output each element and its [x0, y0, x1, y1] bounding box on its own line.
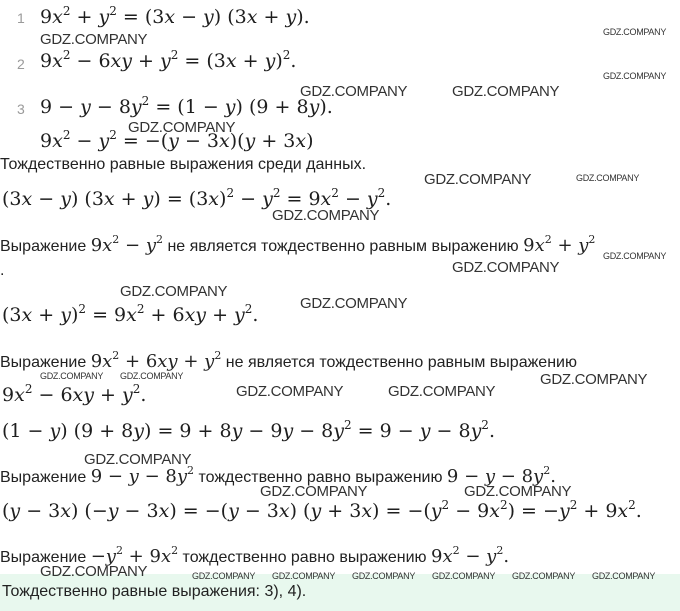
solution-heading: Тождественно равные выражения среди данных.	[0, 156, 367, 173]
watermark: GDZ.COMPANY	[84, 451, 192, 468]
watermark: GDZ.COMPANY	[272, 207, 380, 224]
option-expression: $9x^2 + y^2 = (3x - y) (3x + y)$.	[40, 4, 310, 28]
watermark: GDZ.COMPANY	[236, 383, 344, 400]
option-expression: $9 - y - 8y^2 = (1 - y) (9 + 8y)$.	[40, 94, 333, 118]
option-number: 2	[17, 56, 25, 72]
answer-text: Тождественно равные выражения: 3), 4).	[2, 583, 307, 600]
solution-conclusion-3: Выражение $9 - y - 8y^2$ тождественно равно выражению $9 - y - 8y^2$.	[0, 464, 556, 487]
watermark: GDZ.COMPANY	[260, 483, 368, 500]
option-4-cropped: $9x^2 - y^2 = -(y - 3x)(y + 3x)$	[40, 128, 314, 152]
watermark: GDZ.COMPANY	[603, 27, 667, 37]
watermark: GDZ.COMPANY	[432, 571, 496, 581]
solution-conclusion-4: Выражение $-y^2 + 9x^2$ тождественно равно выражению $9x^2 - y^2$.	[0, 544, 510, 567]
watermark: GDZ.COMPANY	[128, 119, 236, 136]
watermark: GDZ.COMPANY	[603, 71, 667, 81]
solution-line-4: (y − 3x) (−y − 3x) = −(y − 3x) $(y + 3x) = -(y^2 - 9x^2) = -y^2 + 9x^2$.	[2, 498, 642, 522]
option-expression: $9x^2 - 6xy + y^2 = (3x + y)^2$.	[40, 48, 297, 72]
solution-line-3: (1 − y) $(9 + 8y) = 9 + 8y - 9y - 8y^2 = 9 - y - 8y^2$.	[2, 418, 495, 442]
watermark: GDZ.COMPANY	[464, 483, 572, 500]
watermark: GDZ.COMPANY	[40, 31, 148, 48]
solution-line-1: (3x − y) $(3x + y) = (3x)^2 - y^2 = 9x^2 - y^2$.	[2, 186, 392, 210]
watermark: GDZ.COMPANY	[592, 571, 656, 581]
solution-conclusion-2-expr: $9x^2 - 6xy + y^2$.	[2, 382, 147, 406]
watermark: GDZ.COMPANY	[192, 571, 256, 581]
watermark: GDZ.COMPANY	[452, 83, 560, 100]
watermark: GDZ.COMPANY	[40, 563, 148, 580]
watermark: GDZ.COMPANY	[424, 171, 532, 188]
watermark: GDZ.COMPANY	[603, 251, 667, 261]
watermark: GDZ.COMPANY	[300, 295, 408, 312]
watermark: GDZ.COMPANY	[120, 283, 228, 300]
solution-line-2: $(3x + y)^2 = 9x^2 + 6xy + y^2$.	[2, 302, 259, 326]
option-number: 3	[17, 101, 25, 117]
watermark: GDZ.COMPANY	[576, 173, 640, 183]
option-number: 1	[17, 10, 25, 26]
watermark: GDZ.COMPANY	[300, 83, 408, 100]
watermark: GDZ.COMPANY	[120, 371, 184, 381]
solution-conclusion-2: Выражение $9x^2 + 6xy + y^2$ не является тождественно равным выражению	[0, 349, 577, 372]
watermark: GDZ.COMPANY	[540, 371, 648, 388]
watermark: GDZ.COMPANY	[452, 259, 560, 276]
watermark: GDZ.COMPANY	[512, 571, 576, 581]
solution-conclusion-1: Выражение $9x^2 - y^2$ не является тождественно равным выражению $9x^2 + y^2$	[0, 233, 596, 256]
watermark: GDZ.COMPANY	[40, 371, 104, 381]
solution-dot: .	[0, 262, 5, 279]
watermark: GDZ.COMPANY	[388, 383, 496, 400]
watermark: GDZ.COMPANY	[272, 571, 336, 581]
watermark: GDZ.COMPANY	[352, 571, 416, 581]
